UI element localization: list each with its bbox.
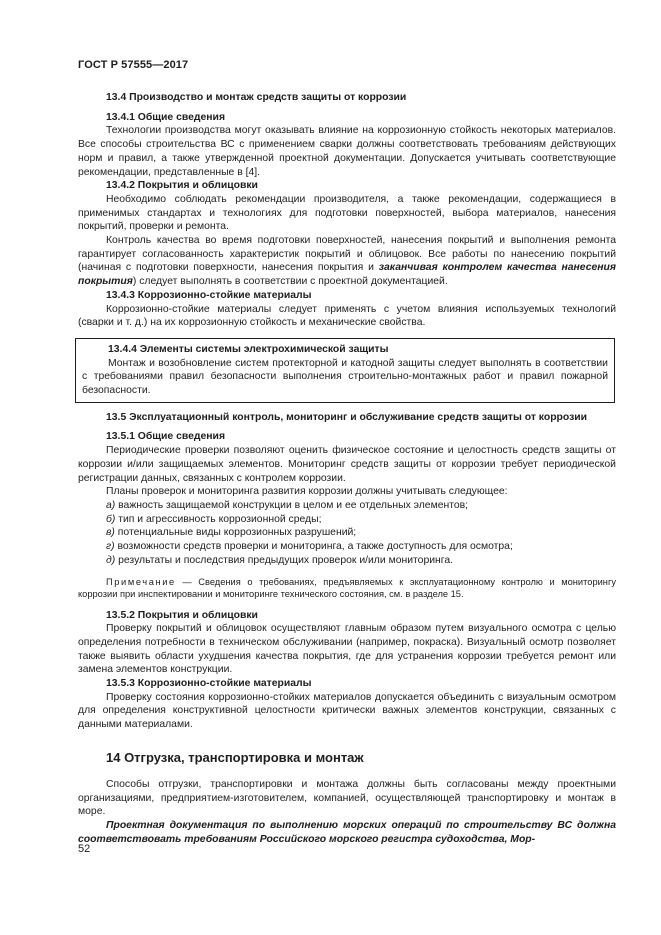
section-14-paragraph-1: Способы отгрузки, транспортировки и монтажа должны быть согласованы между проектными организациями, предприятием-изготовителем, компанией, осуществляющей транспортировку и монтаж в море. <box>78 778 616 818</box>
list-marker: а) <box>106 499 116 511</box>
paragraph-text-start: Контроль качества во время подготовки поверхностей, нанесения покрытий и выполнения ремонта гарантирует согласованность характеристик покрытий и облицовок. Все работы по нанесению покрытий (начиная с подготовки поверхности, нанесения покрытия и <box>78 235 616 274</box>
section-13-5-3-text: Проверку состояния коррозионно-стойких материалов допускается объединить с визуальным осмотром для определения конструктивной целостности критически важных элементов конструкции, связанных с данными материалами. <box>78 691 616 731</box>
section-13-5-1-paragraph-2: Планы проверок и мониторинга развития коррозии должны учитывать следующее: <box>106 486 508 498</box>
section-13-4-3-text: Коррозионно-стойкие материалы следует применять с учетом влияния используемых технологий (сварки и т. д.) на их коррозионную стойкость и механические свойства. <box>78 303 616 329</box>
section-13-4-2-paragraph-2 <box>78 234 616 289</box>
list-item <box>78 526 616 540</box>
list-item <box>78 513 616 527</box>
list-item-text: возможности средств проверки и мониторинга, а также доступность для осмотра; <box>114 541 513 553</box>
section-13-5-3-title: 13.5.3 Коррозионно-стойкие материалы <box>106 678 312 690</box>
emphasized-text: заканчивая контролем качества нанесения покрытия <box>78 262 616 288</box>
list-marker: д) <box>106 554 116 566</box>
section-13-4-2-paragraph-1: Необходимо соблюдать рекомендации производителя, а также рекомендации, содержащиеся в применимых стандартах и технологиях для подготовки поверхностей, выбора материалов, нанесения покрытий, проверки и ремонта. <box>78 193 616 233</box>
list-item-text: важность защищаемой конструкции в целом и ее отдельных элементов; <box>115 499 469 511</box>
list-item <box>78 540 616 554</box>
list-marker: в) <box>106 527 115 539</box>
section-13-5-1-title: 13.5.1 Общие сведения <box>106 431 226 443</box>
page-content <box>78 91 616 846</box>
list-item <box>78 499 616 513</box>
note-text: — Сведения о требованиях, предъявляемых к эксплуатационному контролю и мониторингу коррозии при инспектировании и мониторинге технического состояния, см. в разделе 15. <box>78 576 616 599</box>
section-13-5-2-title: 13.5.2 Покрытия и облицовки <box>106 609 258 621</box>
list-item <box>78 554 616 568</box>
note-label: Примечание <box>106 576 176 587</box>
list-item-text: результаты и последствия предыдущих проверок и/или мониторинга. <box>115 554 453 566</box>
section-13-4-2-title: 13.4.2 Покрытия и облицовки <box>106 180 258 192</box>
section-13-5-2-text: Проверку покрытий и облицовок осуществляют главным образом путем визуального осмотра с целью определения потребности в техническом обслуживании (например, покраска). Визуальный осмотр позволяет также выявить области ухудшения качества покрытия, где для устранения коррозии требуется ремонт или замена элементов конструкции. <box>78 623 616 676</box>
framed-section-13-4-4 <box>75 338 615 403</box>
section-13-5-title: 13.5 Эксплуатационный контроль, мониторинг и обслуживание средств защиты от коррозии <box>106 411 588 423</box>
section-13-4-3-title: 13.4.3 Коррозионно-стойкие материалы <box>106 289 312 301</box>
section-13-4-1-title: 13.4.1 Общие сведения <box>106 111 226 123</box>
list-marker: г) <box>106 541 115 553</box>
section-13-4-1-text: Технологии производства могут оказывать влияние на коррозионную стойкость некоторых материалов. Все способы строительства ВС с применением сварки должны соответствовать требованиям действующих норм и правил, а также утвержденной проектной документации. Допускается учитывать соответствующие рекомендации, представленные в [4]. <box>78 125 616 178</box>
list-marker: б) <box>106 513 116 525</box>
section-14-paragraph-2: Проектная документация по выполнению морских операций по строительству ВС должна соответствовать требованиям Российского морского регистра судоходства, Мор- <box>78 819 616 845</box>
list-item-text: потенциальные виды коррозионных разрушений; <box>114 527 357 539</box>
note <box>78 576 616 601</box>
section-13-4-4-text: Монтаж и возобновление систем протекторной и катодной защиты следует выполнять в соответствии с требованиями правил безопасности выполнения строительно-монтажных работ и правил пожарной безопасности. <box>82 357 608 397</box>
section-14-title: 14 Отгрузка, транспортировка и монтаж <box>106 749 364 765</box>
section-13-5-1-paragraph-1: Периодические проверки позволяют оценить физическое состояние и целостность средств защиты от коррозии и/или защищаемых элементов. Мониторинг средств защиты от коррозии требует периодической регистрации данных, связанных с контролем коррозии. <box>78 445 616 484</box>
section-13-4-4-title: 13.4.4 Элементы системы электрохимической защиты <box>108 343 389 355</box>
section-13-4-title: 13.4 Производство и монтаж средств защиты от коррозии <box>106 92 407 103</box>
list-item-text: тип и агрессивность коррозионной среды; <box>115 513 322 525</box>
document-header: ГОСТ Р 57555—2017 <box>78 59 189 71</box>
paragraph-text-end: ) следует выполнять в соответствии с проектной документацией. <box>132 276 448 288</box>
page-number: 52 <box>78 843 91 855</box>
